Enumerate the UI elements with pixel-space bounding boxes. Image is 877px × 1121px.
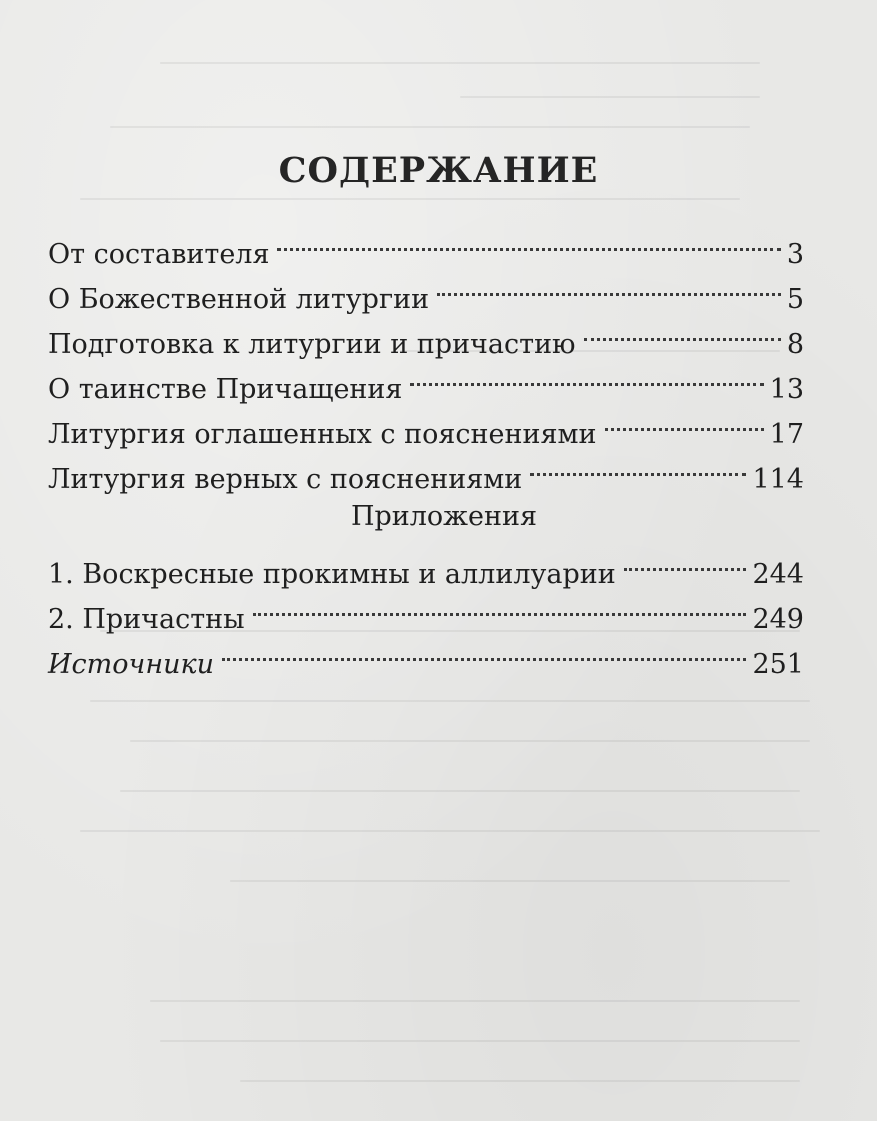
toc-entry-page: 8 xyxy=(786,329,804,360)
dot-leader xyxy=(530,443,746,488)
toc-entry-page: 249 xyxy=(752,604,804,635)
toc-entry-page: 114 xyxy=(752,464,804,495)
toc-entry-label: От составителя xyxy=(48,239,270,270)
toc-entry-page: 244 xyxy=(752,559,804,590)
toc-entry-label: 1. Воскресные прокимны и аллилуарии xyxy=(48,559,616,590)
dot-leader xyxy=(277,218,780,263)
dot-leader xyxy=(222,628,746,673)
toc-entry-label: Литургия оглашенных с пояснениями xyxy=(48,419,597,450)
dot-leader xyxy=(624,538,747,583)
toc-entry-label: Источники xyxy=(48,649,215,680)
toc-entry-label: Подготовка к литургии и причастию xyxy=(48,329,576,360)
toc-entry-page: 13 xyxy=(769,374,804,405)
toc-entry-label: Литургия верных с пояснениями xyxy=(48,464,523,495)
table-of-contents xyxy=(48,218,804,680)
toc-entry-page: 251 xyxy=(752,649,804,680)
toc-entry-page: 17 xyxy=(769,419,804,450)
toc-entry-label: О таинстве Причащения xyxy=(48,374,403,405)
toc-entry-from-compiler[interactable] xyxy=(48,218,804,270)
toc-entry-page: 3 xyxy=(786,239,804,270)
dot-leader xyxy=(584,308,781,353)
toc-entry-label: О Божественной литургии xyxy=(48,284,430,315)
page-title: СОДЕРЖАНИЕ xyxy=(278,150,599,191)
toc-entry-label: 2. Причастны xyxy=(48,604,245,635)
dot-leader xyxy=(605,398,764,443)
toc-entry-prokeimena[interactable] xyxy=(48,538,804,590)
toc-entry-page: 5 xyxy=(786,284,804,315)
dot-leader xyxy=(437,263,781,308)
dot-leader xyxy=(253,583,747,628)
dot-leader xyxy=(410,353,763,398)
appendix-heading: Приложения xyxy=(350,501,538,532)
